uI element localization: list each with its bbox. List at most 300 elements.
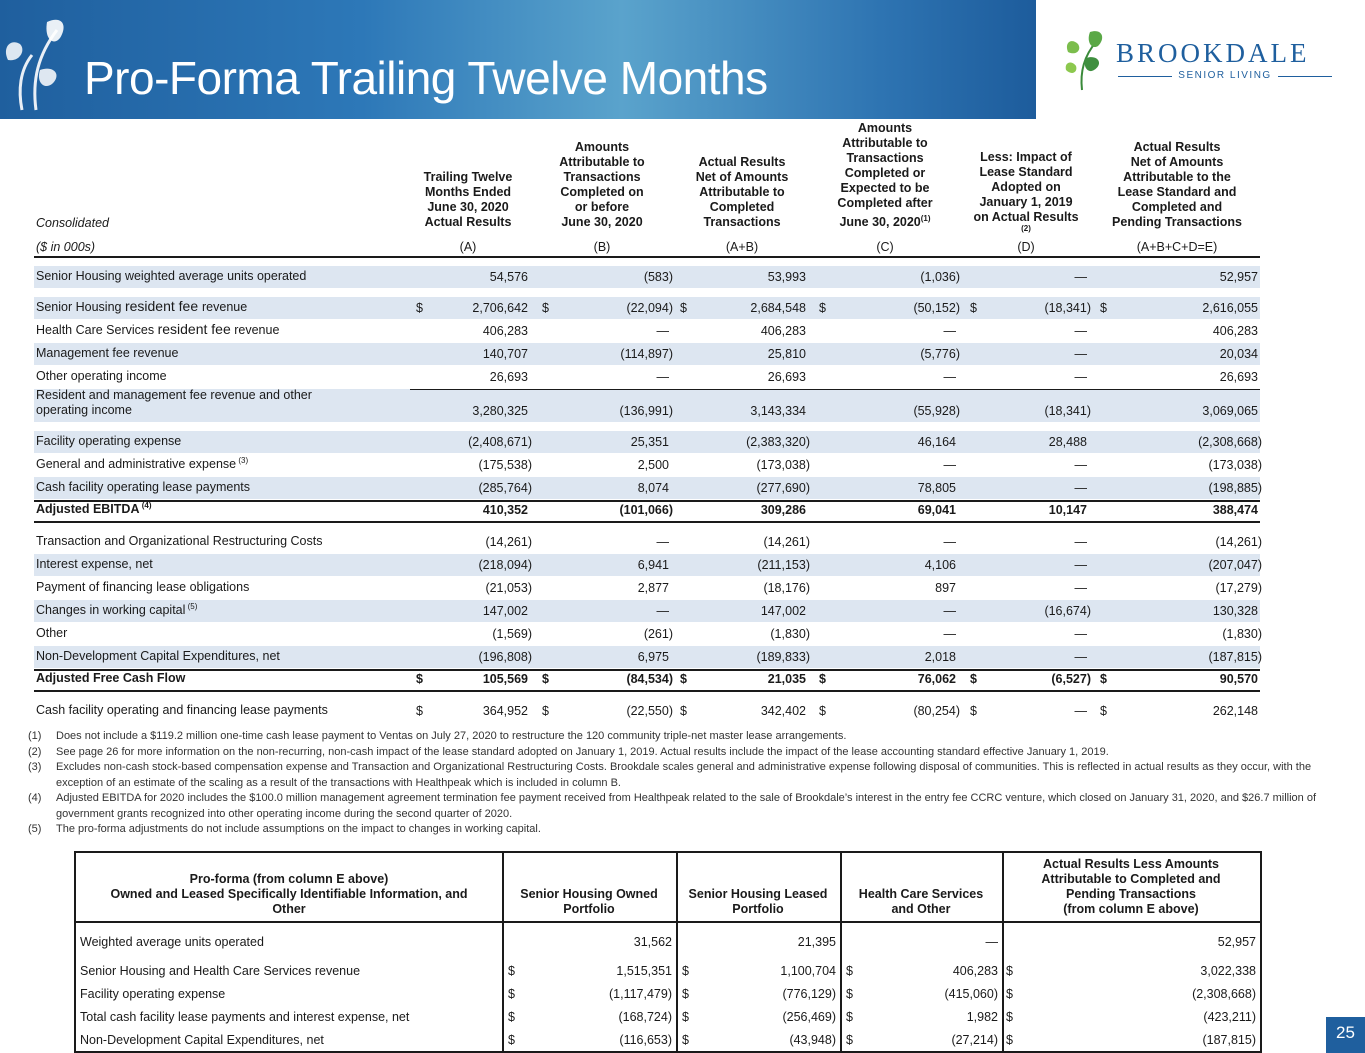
table-cell: (6,527)	[1051, 672, 1091, 686]
column-divider	[1002, 853, 1004, 1051]
row-label	[36, 480, 250, 495]
table-cell: —	[1074, 581, 1087, 595]
dollar-sign: $	[416, 704, 423, 718]
portfolio-cell: 31,562	[633, 935, 672, 949]
table-cell: (17,279)	[1215, 581, 1262, 595]
column-header	[1082, 140, 1272, 230]
table-cell: 364,952	[482, 704, 528, 718]
table-cell: 2,500	[637, 458, 669, 472]
portfolio-row-label: Weighted average units operated	[80, 935, 264, 949]
table-cell: (1,830)	[1222, 627, 1262, 641]
table-cell: 52,957	[1219, 270, 1258, 284]
table-cell: (18,341)	[1044, 404, 1091, 418]
row-label	[36, 557, 153, 572]
table-cell: (114,897)	[620, 347, 673, 361]
dollar-sign: $	[970, 301, 977, 315]
row-label	[36, 269, 306, 284]
column-header-line: June 30, 2020	[561, 215, 643, 229]
table-cell: —	[943, 627, 956, 641]
dollar-sign: $	[416, 301, 423, 315]
portfolio-table-header	[76, 853, 1260, 923]
portfolio-cell: (256,469)	[782, 1010, 836, 1024]
row-label-text: Management fee revenue	[36, 346, 179, 360]
dollar-sign: $	[680, 672, 687, 686]
row-label-text: Senior Housing weighted average units operated	[36, 269, 307, 283]
table-cell: (55,928)	[913, 404, 960, 418]
footnote-ref: (5)	[185, 601, 198, 611]
table-cell: 147,002	[482, 604, 528, 618]
portfolio-column-header	[840, 853, 1002, 921]
row-label-text: Cash facility operating lease payments	[36, 480, 251, 494]
table-cell: (80,254)	[913, 704, 960, 718]
column-header	[527, 140, 677, 230]
row-label-text: Other operating income	[36, 369, 167, 383]
table-cell: (207,047)	[1208, 558, 1262, 572]
table-cell: 130,328	[1212, 604, 1258, 618]
table-cell: (84,534)	[626, 672, 673, 686]
table-cell: 76,062	[917, 672, 956, 686]
column-header-line: Expected to be	[840, 180, 930, 195]
column-header-line: June 30, 2020	[427, 200, 509, 214]
units-label: ($ in 000s)	[36, 240, 96, 254]
footnote-ref: (3)	[236, 455, 249, 465]
table-cell: 2,877	[637, 581, 669, 595]
brand-name: BROOKDALE	[1116, 38, 1310, 68]
portfolio-column-header-line: Portfolio	[732, 902, 784, 916]
table-cell: —	[656, 370, 669, 384]
portfolio-cell: (423,211)	[1203, 1010, 1256, 1024]
dollar-sign: $	[1100, 704, 1107, 718]
dollar-sign: $	[1006, 1010, 1013, 1024]
row-label	[36, 534, 322, 549]
table-cell: (2,383,320)	[746, 435, 810, 449]
column-header	[667, 155, 817, 230]
table-cell: 2,706,642	[472, 301, 528, 315]
table-row	[34, 477, 1260, 500]
column-codes	[34, 236, 1260, 258]
row-label-text: Interest expense, net	[36, 557, 153, 571]
row-label-text: Cash facility operating and financing lease payments	[36, 703, 328, 717]
consolidated-label: Consolidated	[36, 216, 109, 230]
table-row	[34, 577, 1260, 600]
portfolio-column-header-text	[1041, 857, 1220, 917]
portfolio-cell: (2,308,668)	[1192, 987, 1256, 1001]
column-header-line: Transactions	[703, 215, 781, 229]
dollar-sign: $	[680, 704, 687, 718]
portfolio-column-header-line: Senior Housing Owned	[520, 887, 658, 901]
portfolio-cell: (116,653)	[619, 1033, 672, 1047]
table-cell: (277,690)	[756, 481, 810, 495]
footnote-text: See page 26 for more information on the non-recurring, non-cash impact of the lease standard adopted on January 1, 2019. Actual results include the impact of the lease accounting standard effective January 1, 2019.	[56, 745, 1109, 758]
table-cell: (173,038)	[756, 458, 810, 472]
footnote-ref: (2)	[1021, 223, 1031, 233]
column-header-line: Months Ended	[424, 185, 512, 199]
portfolio-column-header-line: and Other	[891, 902, 951, 916]
row-label	[36, 369, 167, 384]
table-row	[34, 646, 1260, 669]
table-cell: 10,147	[1048, 503, 1087, 517]
table-row	[34, 266, 1260, 289]
portfolio-cell: (415,060)	[944, 987, 998, 1001]
portfolio-row	[76, 1005, 1260, 1028]
table-row	[34, 531, 1260, 554]
table-cell: 20,034	[1219, 347, 1258, 361]
table-cell: (2,408,671)	[468, 435, 532, 449]
table-cell: —	[1074, 627, 1087, 641]
column-header-line: Attributable to	[699, 185, 785, 199]
table-cell: —	[1074, 650, 1087, 664]
dollar-sign: $	[1100, 672, 1107, 686]
table-cell: (211,153)	[757, 558, 810, 572]
table-cell: 406,283	[760, 324, 806, 338]
table-cell: 897	[935, 581, 956, 595]
dollar-sign: $	[508, 1010, 515, 1024]
dollar-sign: $	[682, 964, 689, 978]
table-row	[34, 343, 1260, 366]
table-cell: 8,074	[637, 481, 669, 495]
portfolio-table	[74, 851, 1262, 1053]
table-cell: —	[943, 535, 956, 549]
column-header-line: Actual Results	[424, 215, 512, 229]
column-header-line: Attributable to	[559, 155, 645, 169]
portfolio-row	[76, 982, 1260, 1005]
row-label	[36, 322, 279, 338]
table-cell: (1,036)	[920, 270, 960, 284]
table-cell: —	[1074, 370, 1087, 384]
table-cell: (21,053)	[485, 581, 532, 595]
portfolio-row-label: Facility operating expense	[80, 987, 226, 1001]
portfolio-column-header-line: Owned and Leased Specifically Identifiable Information, and	[110, 887, 468, 901]
row-label-line: Resident and management fee revenue and other	[36, 388, 312, 402]
column-header-line: June 30, 2020$^{(1)}$	[839, 213, 931, 229]
table-cell: (218,094)	[478, 558, 532, 572]
column-header-line: Amounts	[574, 140, 630, 154]
table-cell: (14,261)	[763, 535, 810, 549]
column-code: (C)	[876, 240, 894, 254]
dollar-sign: $	[508, 987, 515, 1001]
column-divider	[676, 853, 678, 1051]
portfolio-cell: 3,022,338	[1200, 964, 1256, 978]
table-cell: 406,283	[482, 324, 528, 338]
row-label-line: operating income	[36, 403, 132, 417]
portfolio-row	[76, 923, 1260, 953]
portfolio-row	[76, 1028, 1260, 1051]
row-label-text: Transaction and Organizational Restructuring Costs	[36, 534, 323, 548]
table-cell: (22,094)	[626, 301, 673, 315]
row-label	[36, 434, 181, 449]
row-label-part: revenue	[230, 323, 280, 337]
table-cell: (173,038)	[1208, 458, 1262, 472]
dollar-sign: $	[819, 672, 826, 686]
table-cell: (14,261)	[485, 535, 532, 549]
column-code: (A+B)	[725, 240, 759, 254]
table-cell: (189,833)	[756, 650, 810, 664]
column-header-line: Completed and	[1131, 200, 1223, 214]
dollar-sign: $	[846, 1033, 853, 1047]
consolidated-table	[34, 120, 1262, 723]
table-row	[34, 389, 1260, 423]
column-header-line: January 1, 2019	[979, 194, 1073, 209]
portfolio-column-header-text	[859, 887, 983, 917]
column-code: (D)	[1017, 240, 1035, 254]
column-header-line: Transactions	[846, 150, 924, 165]
table-cell: 2,616,055	[1202, 301, 1258, 315]
column-header-line: Actual Results	[1133, 140, 1221, 154]
table-cell: 26,693	[489, 370, 528, 384]
column-divider	[502, 853, 504, 1051]
row-label-text: Adjusted Free Cash Flow	[36, 671, 186, 685]
dollar-sign: $	[542, 301, 549, 315]
dollar-sign: $	[1100, 301, 1107, 315]
dollar-sign: $	[542, 672, 549, 686]
table-cell: —	[1074, 535, 1087, 549]
footnotes	[28, 729, 1338, 838]
dollar-sign: $	[970, 672, 977, 686]
table-cell: 26,693	[767, 370, 806, 384]
table-cell: 147,002	[760, 604, 806, 618]
table-cell: (101,066)	[619, 503, 673, 517]
column-header-line: Completed after	[837, 195, 933, 210]
row-label-text: Adjusted EBITDA	[36, 502, 140, 516]
row-label-text: Payment of financing lease obligations	[36, 580, 250, 594]
footnote-number: (1)	[28, 730, 42, 742]
portfolio-column-header-text	[520, 887, 658, 917]
table-cell: 105,569	[482, 672, 528, 686]
table-cell: (136,991)	[619, 404, 673, 418]
dollar-sign: $	[1006, 1033, 1013, 1047]
column-header-line: Lease Standard	[979, 164, 1073, 179]
column-header-line: Pending Transactions	[1112, 215, 1242, 229]
portfolio-cell: —	[985, 935, 998, 949]
row-label	[36, 626, 67, 641]
column-header-line: Transactions	[563, 170, 641, 184]
dollar-sign: $	[682, 987, 689, 1001]
table-cell: —	[943, 604, 956, 618]
dollar-sign: $	[970, 704, 977, 718]
footnote	[28, 791, 1338, 822]
table-cell: (5,776)	[920, 347, 960, 361]
row-label	[36, 346, 178, 361]
column-code: (A)	[459, 240, 477, 254]
portfolio-cell: (43,948)	[789, 1033, 836, 1047]
table-cell: —	[656, 324, 669, 338]
table-cell: 3,143,334	[750, 404, 806, 418]
portfolio-cell: 52,957	[1217, 935, 1256, 949]
dollar-sign: $	[846, 1010, 853, 1024]
table-cell: 2,018	[924, 650, 956, 664]
row-label-part: Senior Housing	[36, 300, 125, 314]
row-label	[36, 388, 312, 418]
row-label-text: General and administrative expense	[36, 457, 237, 471]
column-header-line: Attributable to	[842, 135, 928, 150]
footnote	[28, 745, 1338, 761]
portfolio-row-label: Senior Housing and Health Care Services revenue	[80, 964, 361, 978]
column-header-line: Attributable to the	[1123, 170, 1231, 184]
portfolio-column-header-text	[110, 872, 467, 917]
table-cell: (583)	[643, 270, 673, 284]
subtotal-rule	[410, 389, 1260, 390]
column-header-line: Actual Results	[698, 155, 786, 169]
portfolio-column-header-text	[689, 887, 828, 917]
column-header	[393, 170, 543, 230]
table-row	[34, 700, 1260, 723]
table-cell: 410,352	[482, 503, 528, 517]
header-banner	[0, 0, 1036, 119]
portfolio-cell: (27,214)	[951, 1033, 998, 1047]
portfolio-cell: 1,982	[966, 1010, 998, 1024]
column-header-line: Completed on	[560, 185, 644, 199]
table-cell: (2,308,668)	[1198, 435, 1262, 449]
portfolio-column-header-line: Health Care Services	[858, 887, 984, 901]
table-cell: —	[943, 370, 956, 384]
row-label-part: Health Care Services	[36, 323, 158, 337]
dollar-sign: $	[508, 1033, 515, 1047]
table-cell: 3,280,325	[472, 404, 528, 418]
table-cell: —	[1074, 324, 1087, 338]
table-cell: (285,764)	[478, 481, 532, 495]
table-cell: (16,674)	[1044, 604, 1091, 618]
page-title: Pro-Forma Trailing Twelve Months	[84, 52, 768, 104]
table-cell: —	[943, 324, 956, 338]
table-cell: (18,176)	[763, 581, 810, 595]
row-label	[36, 671, 185, 686]
table-row	[34, 297, 1260, 320]
table-cell: —	[1074, 704, 1087, 718]
table-cell: 53,993	[767, 270, 806, 284]
row-label-text: Facility operating expense	[36, 434, 182, 448]
portfolio-cell: 1,100,704	[780, 964, 836, 978]
portfolio-cell: (187,815)	[1202, 1033, 1256, 1047]
table-cell: 140,707	[482, 347, 528, 361]
table-cell: —	[1074, 458, 1087, 472]
table-cell: 25,351	[630, 435, 669, 449]
table-cell: (261)	[643, 627, 673, 641]
footnote-number: (3)	[28, 761, 42, 773]
row-label-text: Changes in working capital	[36, 603, 186, 617]
column-header	[956, 150, 1096, 236]
row-label	[36, 299, 247, 315]
footnote-text: Excludes non-cash stock-based compensation expense and Transaction and Organizational Restructuring Costs. Brookdale scales general and administrative expense following disposal of communities. This is reflected in actual results as they occur, with the exception of an estimate of the scaling as a result of the transactions with Healthpeak which is included in column B.	[56, 761, 1312, 789]
portfolio-row	[76, 953, 1260, 982]
footnote-text: Adjusted EBITDA for 2020 includes the $100.0 million management agreement termination fee payment received from Healthpeak related to the sale of Brookdale’s interest in the entry fee CCRC venture, which closed on January 31, 2020, and $26.7 million of government grants recognized into other operating income during the second quarter of 2020.	[56, 792, 1317, 820]
table-cell: 4,106	[924, 558, 956, 572]
table-cell: —	[656, 535, 669, 549]
table-cell: (1,569)	[492, 627, 532, 641]
portfolio-cell: (1,117,479)	[608, 987, 672, 1001]
column-header-line: Net of Amounts	[695, 170, 789, 184]
portfolio-row-label: Non-Development Capital Expenditures, net	[80, 1033, 324, 1047]
table-cell: (198,885)	[1208, 481, 1262, 495]
leaf-logo-icon	[2, 10, 72, 120]
table-row	[34, 431, 1260, 454]
row-label	[36, 599, 197, 618]
portfolio-column-header-line: Pro-forma (from column E above)	[189, 872, 389, 886]
table-cell: (196,808)	[478, 650, 532, 664]
row-label	[36, 498, 151, 517]
column-code: (A+B+C+D=E)	[1136, 240, 1218, 254]
table-cell: (175,538)	[478, 458, 532, 472]
column-code: (B)	[593, 240, 611, 254]
footnote-text: The pro-forma adjustments do not include assumptions on the impact to changes in working capital.	[56, 823, 541, 835]
portfolio-column-header-line: Other	[272, 902, 306, 916]
table-cell: (1,830)	[770, 627, 810, 641]
table-cell: 388,474	[1212, 503, 1258, 517]
column-header-line: Trailing Twelve	[423, 170, 513, 184]
table-cell: 78,805	[917, 481, 956, 495]
table-cell: 69,041	[917, 503, 956, 517]
table-cell: (22,550)	[626, 704, 673, 718]
dollar-sign: $	[680, 301, 687, 315]
table-row	[34, 623, 1260, 646]
table-cell: 406,283	[1212, 324, 1258, 338]
table-cell: —	[1074, 270, 1087, 284]
table-cell: 26,693	[1219, 370, 1258, 384]
footnote	[28, 822, 1338, 838]
column-header-line: Net of Amounts	[1130, 155, 1224, 169]
portfolio-column-header-line: (from column E above)	[1063, 902, 1199, 916]
table-row	[34, 500, 1260, 523]
table-header	[34, 120, 1260, 236]
dollar-sign: $	[542, 704, 549, 718]
footnote-number: (5)	[28, 823, 42, 835]
table-cell: (187,815)	[1208, 650, 1262, 664]
table-cell: 342,402	[760, 704, 806, 718]
column-header-line: or before	[574, 200, 630, 214]
table-cell: 28,488	[1048, 435, 1087, 449]
dollar-sign: $	[846, 964, 853, 978]
row-label-text: Other	[36, 626, 68, 640]
table-row	[34, 454, 1260, 477]
column-header-line: Completed or	[844, 165, 926, 180]
row-label-text: Non-Development Capital Expenditures, net	[36, 649, 280, 663]
table-cell: 6,975	[637, 650, 669, 664]
table-cell: —	[1074, 347, 1087, 361]
portfolio-cell: 1,515,351	[616, 964, 672, 978]
portfolio-cell: (168,724)	[618, 1010, 672, 1024]
table-cell: —	[1074, 481, 1087, 495]
footnote-ref: (1)	[920, 213, 931, 223]
row-label-part: resident fee	[124, 298, 203, 314]
column-header-line: Less: Impact of	[980, 149, 1072, 164]
row-label	[36, 703, 328, 718]
column-header-line: on Actual Results	[973, 209, 1079, 224]
dollar-sign: $	[682, 1010, 689, 1024]
dollar-sign: $	[819, 704, 826, 718]
table-cell: 6,941	[637, 558, 669, 572]
portfolio-column-header	[76, 853, 502, 921]
dollar-sign: $	[682, 1033, 689, 1047]
row-label	[36, 649, 280, 664]
portfolio-column-header	[1002, 853, 1260, 921]
table-row	[34, 600, 1260, 623]
column-header-line: Amounts	[857, 120, 913, 135]
table-row	[34, 366, 1260, 389]
table-row	[34, 320, 1260, 343]
page-number: 25	[1326, 1017, 1365, 1053]
portfolio-column-header-line: Attributable to Completed and	[1041, 872, 1221, 886]
portfolio-column-header-line: Pending Transactions	[1066, 887, 1196, 901]
footnote-number: (4)	[28, 792, 42, 804]
dollar-sign: $	[416, 672, 423, 686]
dollar-sign: $	[846, 987, 853, 1001]
table-cell: 309,286	[760, 503, 806, 517]
column-header-line: Lease Standard and	[1117, 185, 1237, 199]
table-cell: 46,164	[917, 435, 956, 449]
row-label	[36, 453, 248, 472]
table-cell: —	[656, 604, 669, 618]
table-cell: —	[1074, 558, 1087, 572]
footnote-text: Does not include a $119.2 million one-time cash lease payment to Ventas on July 27, 2020 to restructure the 120 community triple-net master lease arrangements.	[56, 730, 847, 742]
